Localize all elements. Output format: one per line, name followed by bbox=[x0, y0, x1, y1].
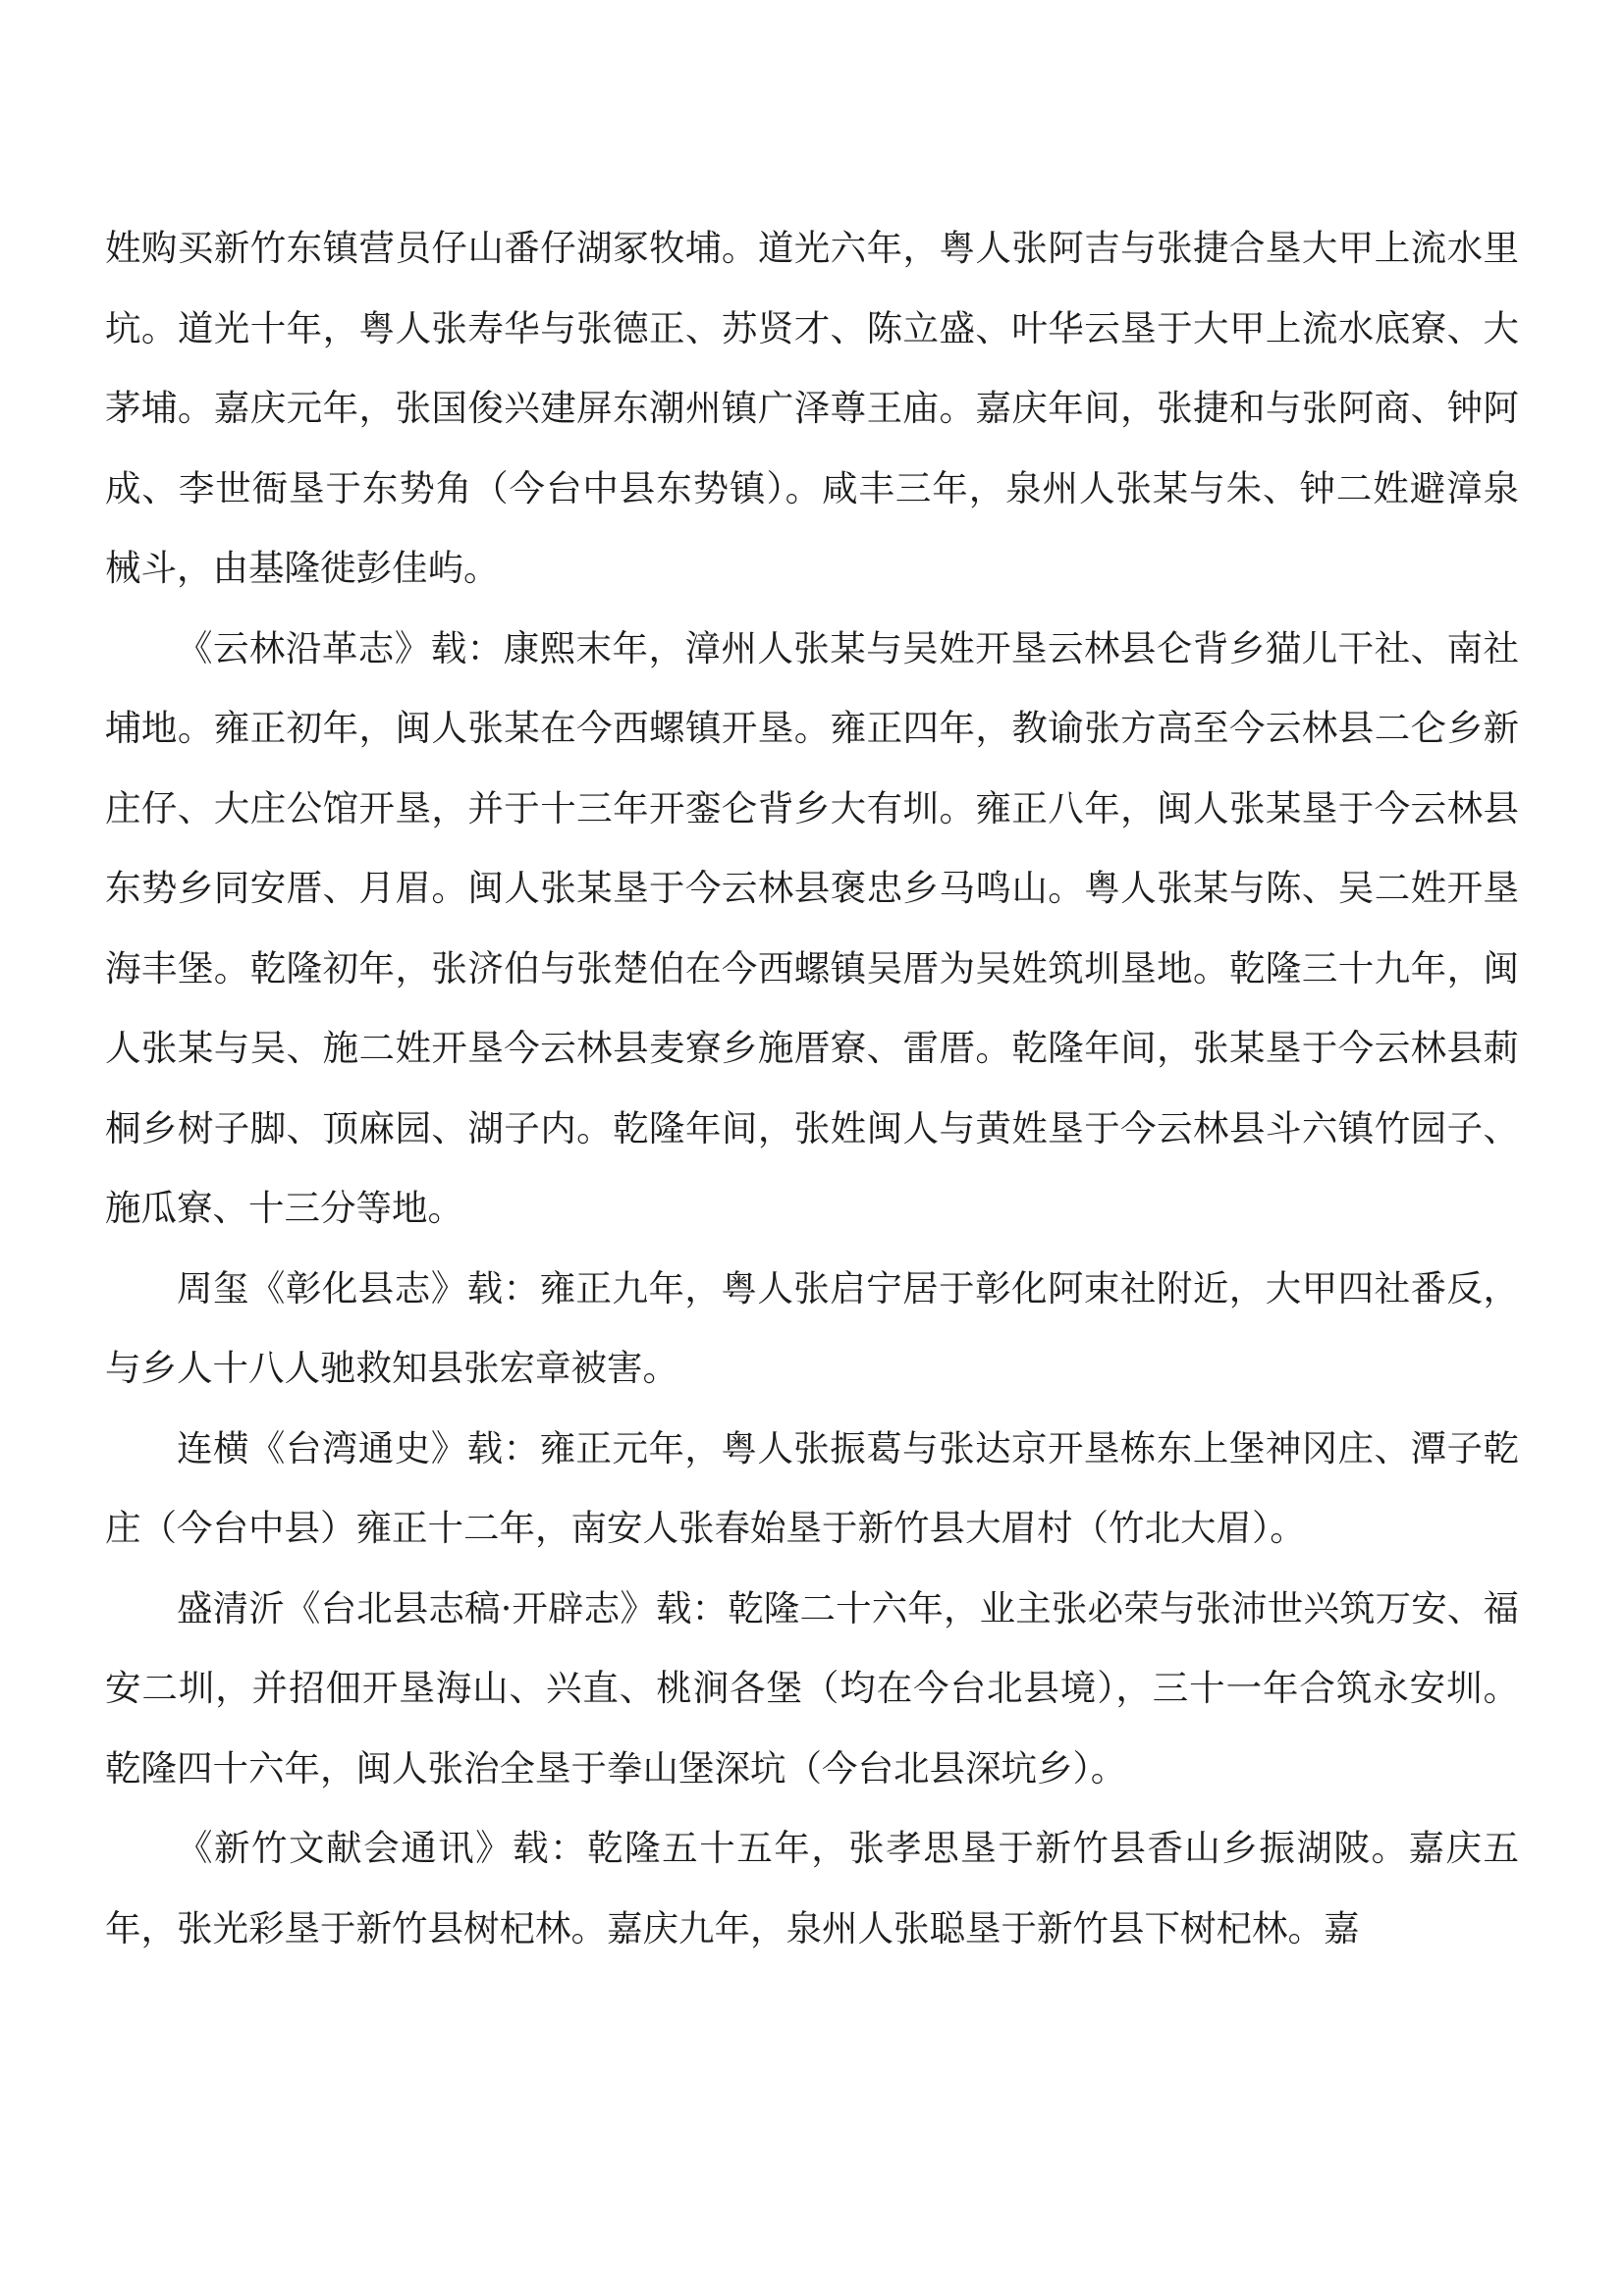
paragraph-1: 姓购买新竹东镇营员仔山番仔湖冢牧埔。道光六年，粤人张阿吉与张捷合垦大甲上流水里坑。道光十年，粤人张寿华与张德正、苏贤才、陈立盛、叶华云垦于大甲上流水底寮、大茅埔。嘉庆元年，张国俊兴建屏东潮州镇广泽尊王庙。嘉庆年间，张捷和与张阿商、钟阿成、李世衙垦于东势角（今台中县东势镇）。咸丰三年，泉州人张某与朱、钟二姓避漳泉械斗，由基隆徙彭佳屿。 bbox=[105, 227, 1519, 589]
paragraph-4: 连横《台湾通史》载：雍正元年，粤人张振葛与张达京开垦栋东上堡神冈庄、潭子乾庄（今台中县）雍正十二年，南安人张春始垦于新竹县大眉村（竹北大眉）。 bbox=[105, 1426, 1519, 1549]
paragraph-5: 盛清沂《台北县志稿·开辟志》载：乾隆二十六年，业主张必荣与张沛世兴筑万安、福安二圳，并招佃开垦海山、兴直、桃涧各堡（均在今台北县境），三十一年合筑永安圳。乾隆四十六年，闽人张治全垦于拳山堡深坑（今台北县深坑乡）。 bbox=[105, 1586, 1519, 1789]
paragraph-3: 周玺《彰化县志》载：雍正九年，粤人张启宁居于彰化阿束社附近，大甲四社番反，与乡人十八人驰救知县张宏章被害。 bbox=[105, 1266, 1519, 1389]
paragraph-6: 《新竹文献会通讯》载：乾隆五十五年，张孝思垦于新竹县香山乡振湖陂。嘉庆五年，张光彩垦于新竹县树杞林。嘉庆九年，泉州人张聪垦于新竹县下树杞林。嘉 bbox=[105, 1827, 1519, 1949]
paragraph-2: 《云林沿革志》载：康熙末年，漳州人张某与吴姓开垦云林县仑背乡猫儿干社、南社埔地。雍正初年，闽人张某在今西螺镇开垦。雍正四年，教谕张方高至今云林县二仑乡新庄仔、大庄公馆开垦，并于十三年开銮仑背乡大有圳。雍正八年，闽人张某垦于今云林县东势乡同安厝、月眉。闽人张某垦于今云林县褒忠乡马鸣山。粤人张某与陈、吴二姓开垦海丰堡。乾隆初年，张济伯与张楚伯在今西螺镇吴厝为吴姓筑圳垦地。乾隆三十九年，闽人张某与吴、施二姓开垦今云林县麦寮乡施厝寮、雷厝。乾隆年间，张某垦于今云林县莿桐乡树子脚、顶麻园、湖子内。乾隆年间，张姓闽人与黄姓垦于今云林县斗六镇竹园子、施瓜寮、十三分等地。 bbox=[105, 626, 1519, 1229]
document-body bbox=[105, 208, 1519, 1968]
